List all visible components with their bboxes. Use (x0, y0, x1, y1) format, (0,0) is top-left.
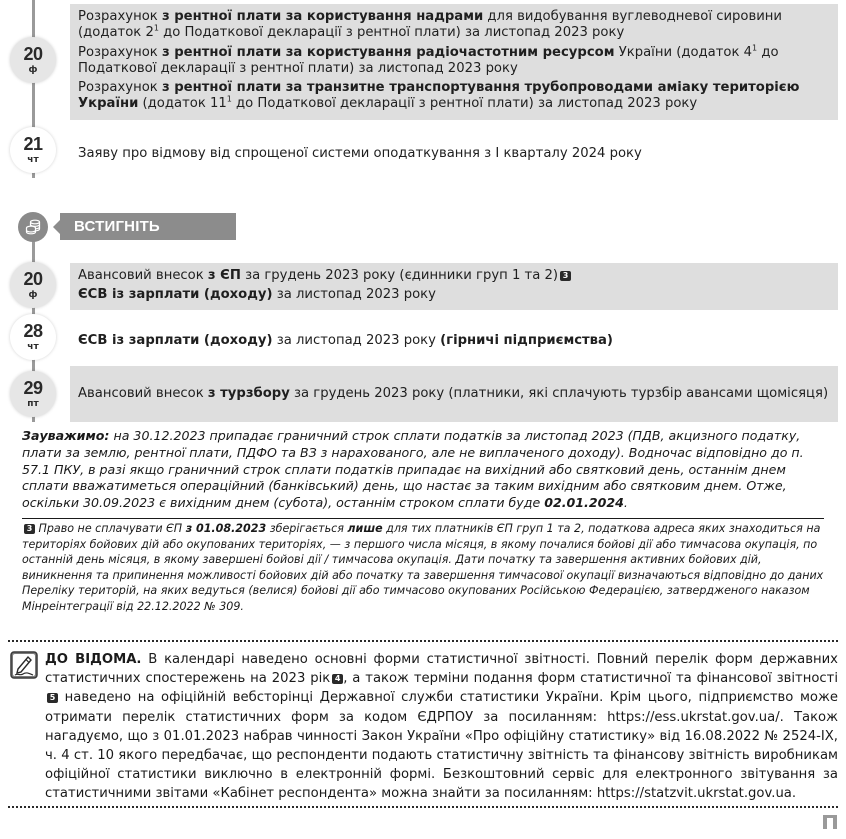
info-border-top (8, 640, 838, 642)
report-item-simplified-refusal: Заяву про відмову від спрощеної системи оподаткування з І кварталу 2024 року (78, 146, 642, 161)
pay-day20-block (70, 263, 838, 310)
footnote-number-badge: 3 (24, 524, 35, 534)
report-day21-block (70, 142, 838, 166)
pay-day29-block: Авансовий внесок з турзбору за грудень 2023 року (платники, які сплачують турзбір авансами щомісяця) (70, 366, 838, 422)
day-number: 21 (23, 133, 43, 154)
report-item-radio-rent: Розрахунок з рентної плати за користування радіочастотним ресурсом України (додаток $4^1$ до Податкової декларації з рентної плати) за листопад 2023 року (78, 43, 779, 76)
day-weekday: ф (28, 289, 38, 300)
report-day20-block (70, 4, 838, 120)
info-border-bottom (8, 806, 838, 808)
day-weekday: чт (27, 341, 39, 352)
info-paragraph: ДО ВІДОМА. В календарі наведено основні форми статистичної звітності. Повний перелік форм державних статистичних спостережень на 2023 рік 4 , а також терміни подання форм статистичної та фінансової звітності5 наведено на офіційній вебсторінці Державної служби статистики України. Крім цього, підприємство може отримати перелік статистичних форм за кодом ЄДРПОУ за посиланням: https://ess.ukrstat.gov.ua/. Також нагадуємо, що з 01.01.2023 набрав чинності Закон України «Про офіційну статистику» від 16.08.2022 № 2524-IX, ч. 4 ст. 10 якого передбачає, що респонденти подають статистичну звітність та фінансову звітність виробникам офіційної статистики виключно в електронній формі. Безкоштовний сервіс для електронного звітування за статистичними звітами «Кабінет респондента» можна знайти за посиланням: https://statzvit.ukrstat.gov.ua. (45, 652, 839, 802)
day-badge-28 (10, 314, 56, 360)
day-number: 20 (23, 268, 43, 289)
section-title-pay: ВСТИГНІТЬ СПЛАТИТИ (60, 213, 236, 240)
footnote-3: 3 Право не сплачувати ЄП з 01.08.2023 зберігається лише для тих платників ЄП груп 1 та 2, податкова адреса яких знаходиться на територіях бойових дій або окупованих територіях, — з першого числа місяця, в якому почалися бойові дії або тимчасова окупація, по останній день місяця, в якому завершені бойові дії / тимчасова окупація. Дати початку та завершення активних бойових дій, виникнення та припинення можливості бойових дій або початку та завершення тимчасової окупації визначаються відповідно до даних Переліку територій, на яких ведуться (велися) бойові дії або тимчасово окупованих Російською Федерацією, затвердженого наказом Мінреінтеграції від 22.12.2022 № 309. (22, 522, 824, 613)
footnote-divider (22, 518, 824, 519)
coins-icon (18, 212, 48, 242)
day-weekday: пт (27, 398, 39, 409)
day-number: 28 (23, 320, 43, 341)
day-number: 20 (23, 43, 43, 64)
note-paragraph: Зауважимо: на 30.12.2023 припадає граничний строк сплати податків за листопад 2023 (ПДВ, акцизного податку, плати за землю, рентної плати, ПДФО та ВЗ з нарахованого, але не виплаченого доходу). Водночас відповідно до п. 57.1 ПКУ, в разі якщо граничний строк сплати податків припадає на вихідний або святковий день, останнім днем сплати вважатиметься операційний (банківський) день, що настає за таким вихідним або святковим днем. Отже, оскільки 30.09.2023 є вихідним днем (субота), останнім строком сплати буде 02.01.2024. (22, 428, 804, 511)
pay-item-esv-salary: ЄСВ із зарплати (доходу) за листопад 2023 року (78, 287, 436, 303)
pay-day28-block: ЄСВ із зарплати (доходу) за листопад 2023 року (гірничі підприємства) (78, 333, 613, 348)
page-corner-icon (823, 815, 837, 829)
footnote-ref-badge[interactable]: 3 (560, 271, 571, 281)
footnote-ref-badge-4[interactable]: 4 (332, 674, 343, 684)
day-badge-29 (10, 371, 56, 417)
day-weekday: ф (28, 64, 38, 75)
day-badge-20-pay (10, 262, 56, 308)
day-number: 29 (23, 377, 43, 398)
info-label: ДО ВІДОМА. (45, 652, 142, 667)
day-badge-20-report (10, 37, 56, 83)
footnote-ref-badge-5[interactable]: 5 (47, 693, 58, 703)
day-weekday: чт (27, 154, 39, 165)
report-item-ammonia-rent: Розрахунок з рентної плати за транзитне транспортування трубопроводами аміаку територією України (додаток $11^1$ до Податкової декларації з рентної плати) за листопад 2023 року (78, 80, 800, 112)
day-badge-21 (10, 127, 56, 173)
note-label: Зауважимо: (22, 428, 110, 443)
report-item-subsoil-rent: Розрахунок з рентної плати за користування надрами для видобування вуглеводневої сировини (додаток $2^1$ до Податкової декларації з рентної плати) за листопад 2023 року (78, 9, 783, 41)
pay-item-ep-advance: Авансовий внесок з ЄП за грудень 2023 року (єдинники груп 1 та 2) 3 (78, 268, 830, 284)
pen-note-icon (10, 651, 38, 679)
